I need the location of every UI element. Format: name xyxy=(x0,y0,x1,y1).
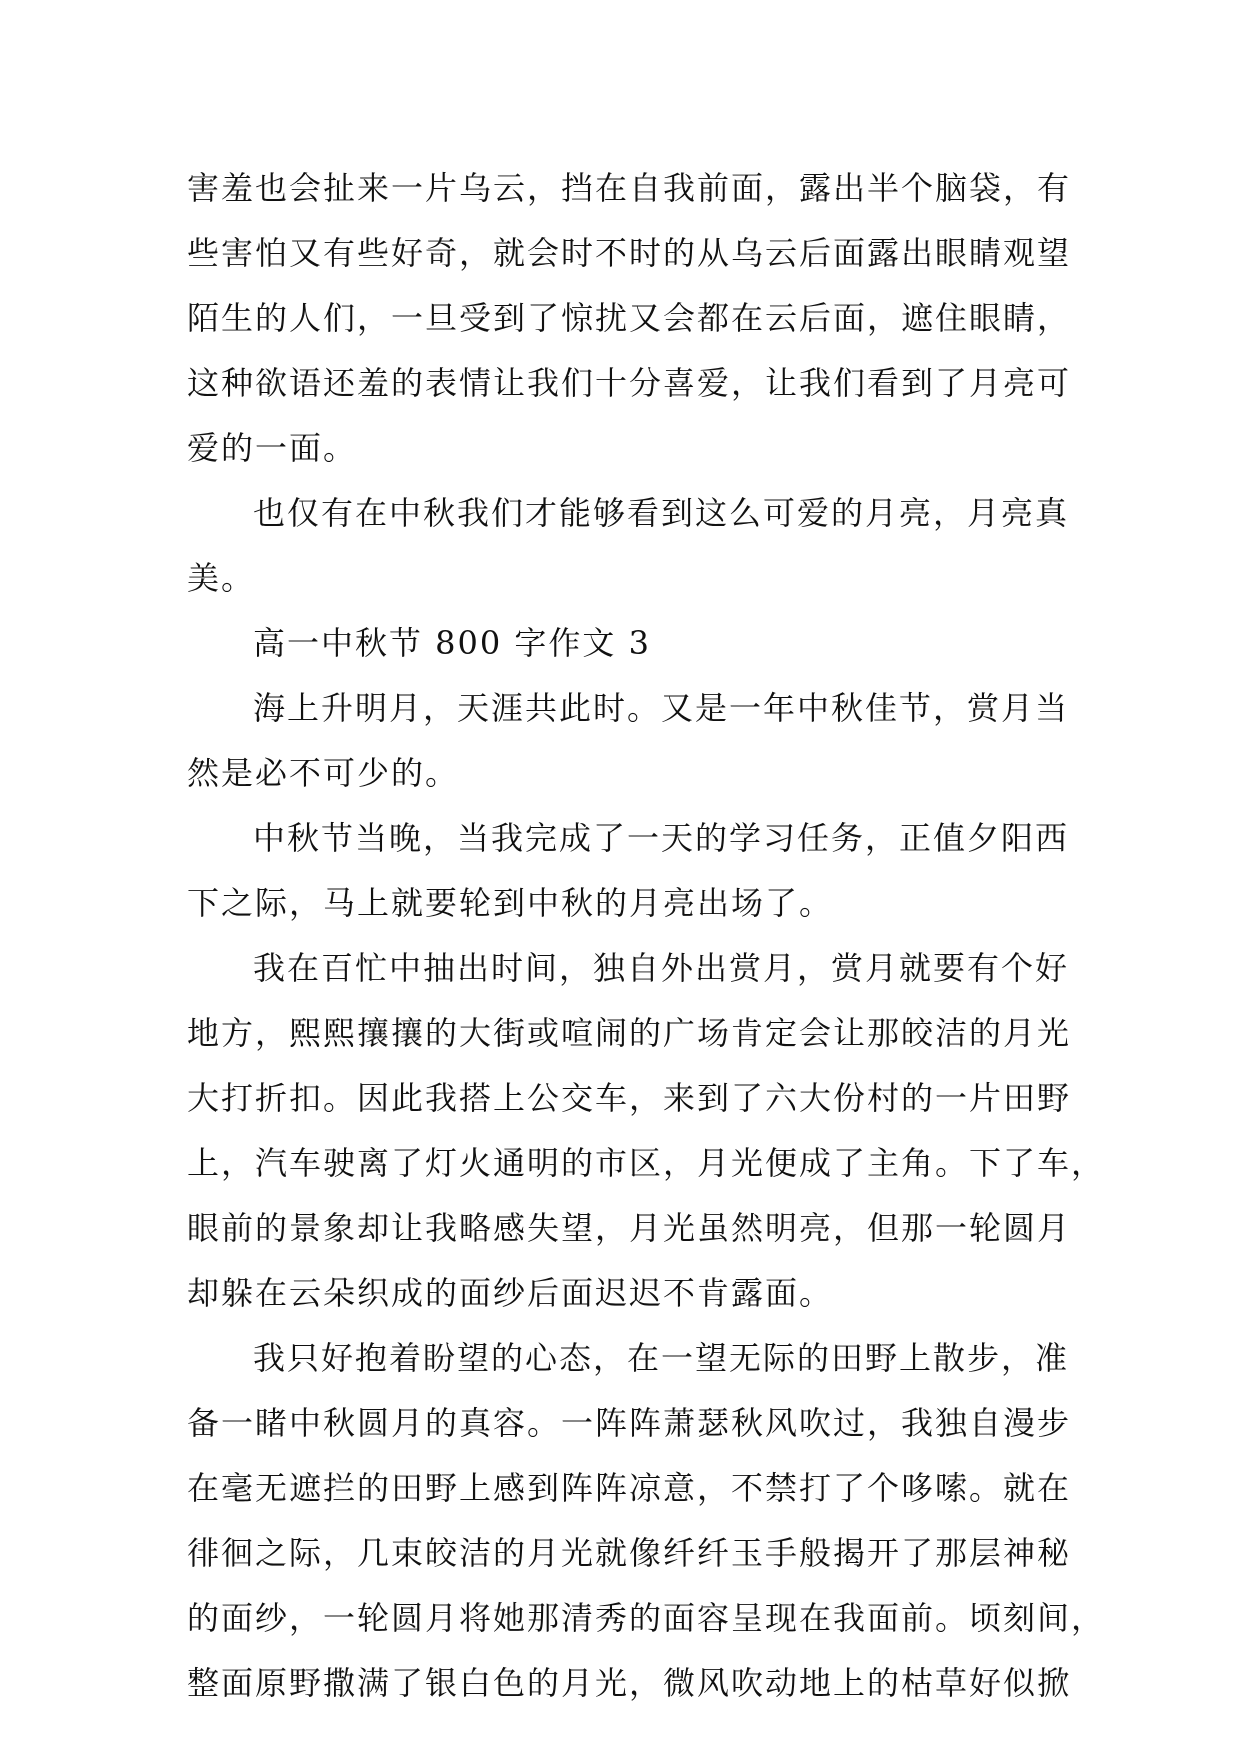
text-line: 地方，熙熙攘攘的大街或喧闹的广场肯定会让那皎洁的月光 xyxy=(187,1014,1072,1052)
text-line: 上，汽车驶离了灯火通明的市区，月光便成了主角。下了车， xyxy=(187,1144,1106,1182)
text-line: 下之际，马上就要轮到中秋的月亮出场了。 xyxy=(187,884,834,922)
text-line: 徘徊之际，几束皎洁的月光就像纤纤玉手般揭开了那层神秘 xyxy=(187,1534,1072,1572)
text-line: 眼前的景象却让我略感失望，月光虽然明亮，但那一轮圆月 xyxy=(187,1209,1072,1247)
text-line: 大打折扣。因此我搭上公交车，来到了六大份村的一片田野 xyxy=(187,1079,1072,1117)
text-line: 整面原野撒满了银白色的月光，微风吹动地上的枯草好似掀 xyxy=(187,1664,1072,1702)
paragraph-start-line: 我只好抱着盼望的心态，在一望无际的田野上散步，准 xyxy=(253,1339,1070,1377)
text-line: 陌生的人们，一旦受到了惊扰又会都在云后面，遮住眼睛， xyxy=(187,299,1072,337)
essay-body xyxy=(187,160,1106,1720)
text-line: 的面纱，一轮圆月将她那清秀的面容呈现在我面前。顷刻间， xyxy=(187,1599,1106,1637)
text-line: 然是必不可少的。 xyxy=(187,754,460,792)
paragraph-start-line: 也仅有在中秋我们才能够看到这么可爱的月亮，月亮真 xyxy=(253,494,1070,532)
section-heading: 高一中秋节 800 字作文 3 xyxy=(253,624,651,662)
text-line: 在毫无遮拦的田野上感到阵阵凉意，不禁打了个哆嗦。就在 xyxy=(187,1469,1072,1507)
paragraph-start-line: 中秋节当晚，当我完成了一天的学习任务，正值夕阳西 xyxy=(253,819,1070,857)
text-line: 美。 xyxy=(187,559,256,597)
text-line: 备一睹中秋圆月的真容。一阵阵萧瑟秋风吹过，我独自漫步 xyxy=(187,1404,1072,1442)
text-line: 害羞也会扯来一片乌云，挡在自我前面，露出半个脑袋，有 xyxy=(187,169,1072,207)
text-line: 爱的一面。 xyxy=(187,429,358,467)
text-line: 却躲在云朵织成的面纱后面迟迟不肯露面。 xyxy=(187,1274,834,1312)
text-line: 这种欲语还羞的表情让我们十分喜爱，让我们看到了月亮可 xyxy=(187,364,1072,402)
paragraph-start-line: 海上升明月，天涯共此时。又是一年中秋佳节，赏月当 xyxy=(253,689,1070,727)
text-line: 些害怕又有些好奇，就会时不时的从乌云后面露出眼睛观望 xyxy=(187,234,1072,272)
paragraph-start-line: 我在百忙中抽出时间，独自外出赏月，赏月就要有个好 xyxy=(253,949,1070,987)
